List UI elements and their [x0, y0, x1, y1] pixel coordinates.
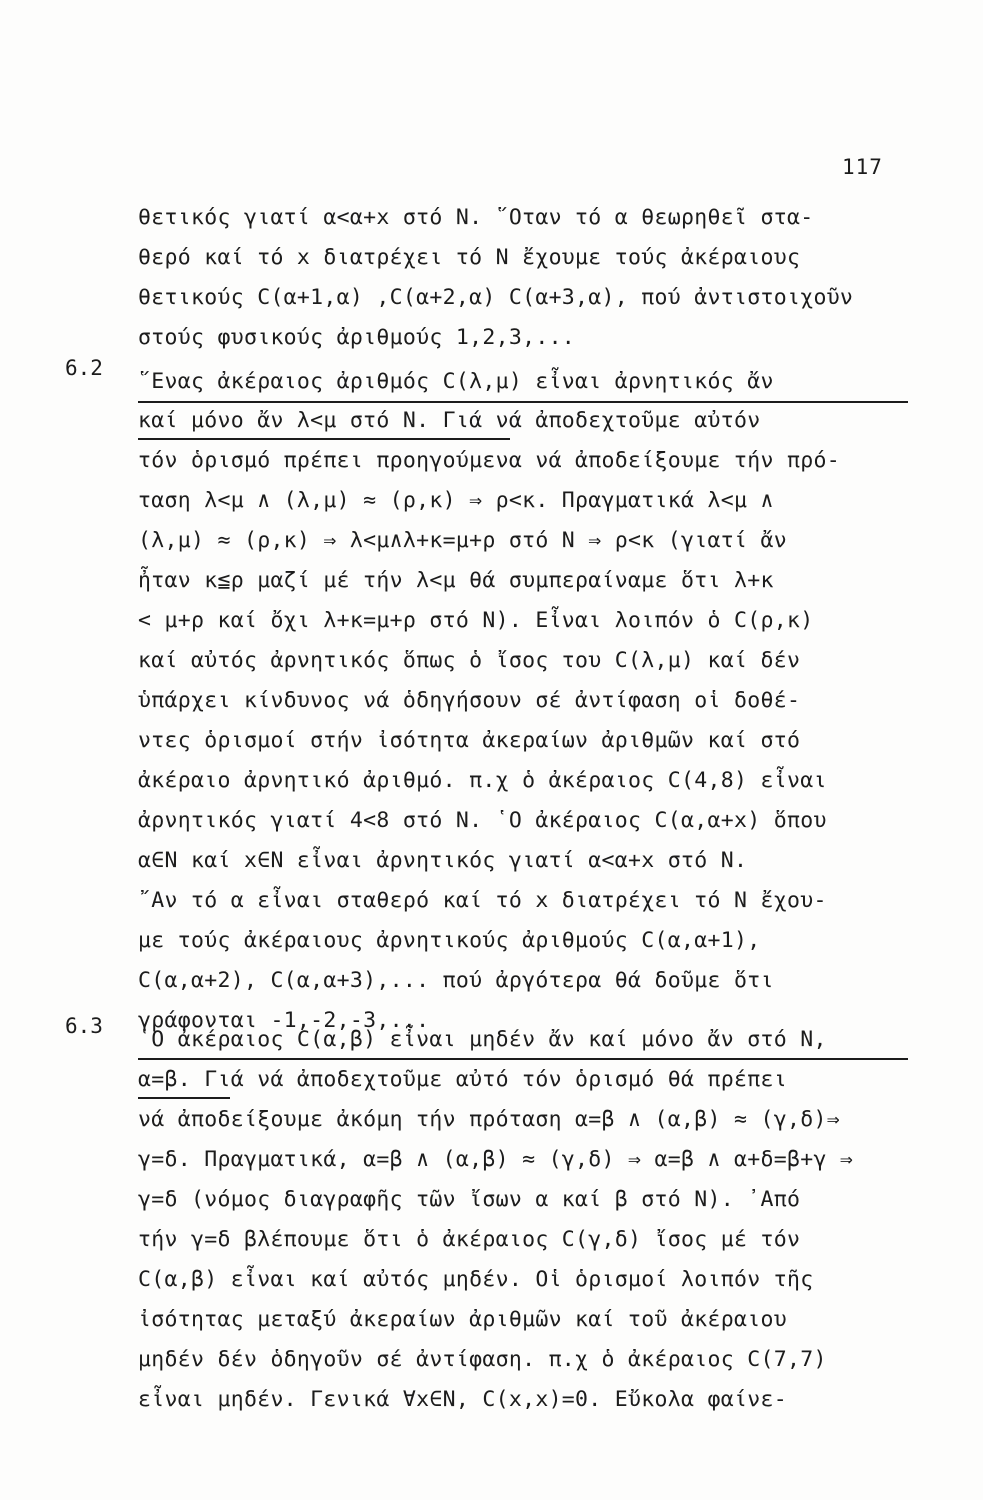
text-line: ἦταν κ≦ρ μαζί μέ τήν λ<μ θά συμπεραίναμε ὅτι λ+κ: [138, 568, 774, 593]
text-line: εἶναι μηδέν. Γενικά ∀x∈Ν, C(x,x)=0. Εὔκολα φαίνε-: [138, 1387, 787, 1412]
definition-underline: [138, 438, 510, 440]
text-line: ῾Ο ἀκέραιος C(α,β) εἶναι μηδέν ἄν καί μόνο ἄν στό Ν,: [138, 1027, 827, 1052]
text-line: μηδέν δέν ὁδηγοῦν σέ ἀντίφαση. π.χ ὁ ἀκέραιος C(7,7): [138, 1347, 827, 1372]
page-number: 117: [842, 155, 883, 179]
text-line: ἀρνητικός γιατί 4<8 στό Ν. ῾Ο ἀκέραιος C(α,α+x) ὅπου: [138, 808, 827, 833]
text-line: ἀκέραιο ἀρνητικό ἀριθμό. π.χ ὁ ἀκέραιος C(4,8) εἶναι: [138, 768, 827, 793]
text-line: καί μόνο ἄν λ<μ στό Ν. Γιά νά ἀποδεχτοῦμε αὐτόν: [138, 408, 761, 433]
definition-underline: [138, 401, 908, 403]
text-line: ῞Ενας ἀκέραιος ἀριθμός C(λ,μ) εἶναι ἀρνητικός ἄν: [138, 369, 774, 394]
text-line: θετικούς C(α+1,α) ,C(α+2,α) C(α+3,α), πού ἀντιστοιχοῦν: [138, 285, 854, 310]
text-line: ὑπάρχει κίνδυνος νά ὁδηγήσουν σέ ἀντίφαση οἱ δοθέ-: [138, 688, 801, 713]
section-number-6-3: 6.3: [65, 1014, 103, 1038]
text-line: α=β. Γιά νά ἀποδεχτοῦμε αὐτό τόν ὁρισμό θά πρέπει: [138, 1067, 787, 1092]
definition-underline: [138, 1058, 908, 1060]
text-line: γράφονται -1,-2,-3,...: [138, 1008, 430, 1033]
text-line: ντες ὁρισμοί στήν ἰσότητα ἀκεραίων ἀριθμῶν καί στό: [138, 728, 801, 753]
text-line: ῎Αν τό α εἶναι σταθερό καί τό x διατρέχει τό Ν ἔχου-: [138, 888, 827, 913]
text-line: ταση λ<μ ∧ (λ,μ) ≈ (ρ,κ) ⇒ ρ<κ. Πραγματικά λ<μ ∧: [138, 488, 774, 513]
text-line: (λ,μ) ≈ (ρ,κ) ⇒ λ<μ∧λ+κ=μ+ρ στό Ν ⇒ ρ<κ (γιατί ἄν: [138, 528, 787, 553]
text-line: < μ+ρ καί ὄχι λ+κ=μ+ρ στό Ν). Εἶναι λοιπόν ὁ C(ρ,κ): [138, 608, 814, 633]
text-line: C(α,β) εἶναι καί αὐτός μηδέν. Οἱ ὁρισμοί λοιπόν τῆς: [138, 1267, 814, 1292]
definition-underline: [138, 1097, 230, 1099]
text-line: α∈Ν καί x∈Ν εἶναι ἀρνητικός γιατί α<α+x στό Ν.: [138, 848, 748, 873]
text-line: γ=δ (νόμος διαγραφῆς τῶν ἴσων α καί β στό Ν). ᾿Από: [138, 1187, 801, 1212]
text-line: θερό καί τό x διατρέχει τό Ν ἔχουμε τούς ἀκέραιους: [138, 245, 801, 270]
text-line: θετικός γιατί α<α+x στό Ν. ῞Οταν τό α θεωρηθεῖ στα-: [138, 205, 814, 230]
text-line: γ=δ. Πραγματικά, α=β ∧ (α,β) ≈ (γ,δ) ⇒ α=β ∧ α+δ=β+γ ⇒: [138, 1147, 854, 1172]
text-line: τόν ὁρισμό πρέπει προηγούμενα νά ἀποδείξουμε τήν πρό-: [138, 448, 840, 473]
text-line: με τούς ἀκέραιους ἀρνητικούς ἀριθμούς C(α,α+1),: [138, 928, 761, 953]
text-line: νά ἀποδείξουμε ἀκόμη τήν πρόταση α=β ∧ (α,β) ≈ (γ,δ)⇒: [138, 1107, 840, 1132]
text-line: τήν γ=δ βλέπουμε ὅτι ὁ ἀκέραιος C(γ,δ) ἴσος μέ τόν: [138, 1227, 801, 1252]
text-line: στούς φυσικούς ἀριθμούς 1,2,3,...: [138, 325, 576, 350]
text-line: C(α,α+2), C(α,α+3),... πού ἀργότερα θά δοῦμε ὅτι: [138, 968, 774, 993]
text-line: ἰσότητας μεταξύ ἀκεραίων ἀριθμῶν καί τοῦ ἀκέραιου: [138, 1307, 787, 1332]
text-line: καί αὐτός ἀρνητικός ὅπως ὁ ἴσος του C(λ,μ) καί δέν: [138, 648, 801, 673]
section-number-6-2: 6.2: [65, 356, 103, 380]
